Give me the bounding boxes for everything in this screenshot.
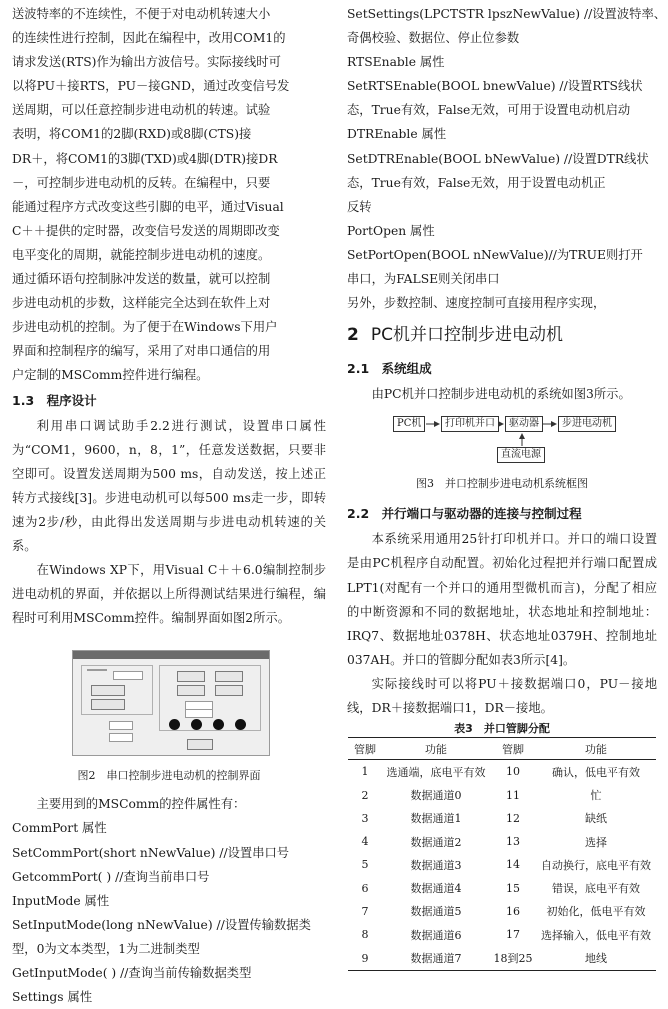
text-line: 态，True有效，False无效，用于设置电动机正 <box>347 175 606 190</box>
parallel-port-box: 打印机并口 <box>441 416 499 432</box>
pin-cell: 6 <box>361 881 369 895</box>
table-header-row <box>348 738 656 760</box>
pin-cell: 11 <box>506 788 520 802</box>
text-line: 送周期，可以任意控制步进电动机的转速。试验 <box>12 103 271 118</box>
section-1-3-para-2: 在Windows XP下，用Visual C＋＋6.0编制控制步进电动机的界面，并依据以上所得测试结果进行编程，编程时可利用MSComm控件。编制界面如图2所示。 <box>12 563 326 626</box>
section-2-2-heading: 2.2 并行端口与驱动器的连接与控制过程 <box>347 506 582 522</box>
pin-cell: 7 <box>361 904 369 918</box>
text-line: Settings 属性 <box>12 990 93 1005</box>
pin-cell: 16 <box>506 904 520 918</box>
value-field <box>109 721 133 730</box>
text-line: SetCommPort(short nNewValue) //设置串口号 <box>12 845 290 860</box>
text-line: SetInputMode(long nNewValue) //设置传输数据类 <box>12 917 311 932</box>
function-cell: 地线 <box>536 946 656 970</box>
figure-3-block-diagram <box>347 414 657 472</box>
port-select <box>113 671 143 680</box>
function-cell: 数据通道7 <box>382 946 490 970</box>
pin-cell: 12 <box>506 811 520 825</box>
text-line: 步进电动机的步数，这样能完全达到在软件上对 <box>12 296 271 311</box>
pin-assignment-table <box>348 737 656 971</box>
text-line: SetSettings(LPCTSTR lpszNewValue) //设置波特率、 <box>347 7 667 21</box>
table-row <box>348 923 656 946</box>
text-line: RTSEnable 属性 <box>347 55 445 70</box>
text-line: InputMode 属性 <box>12 893 110 908</box>
pin-cell: 17 <box>506 928 520 942</box>
text-line: 能通过程序方式改变这些引脚的电平，通过Visual <box>12 199 284 214</box>
open-port-button <box>91 685 125 696</box>
table-row <box>348 760 656 784</box>
text-line: 反转 <box>347 199 372 214</box>
pin-cell: 13 <box>506 835 520 849</box>
pin-cell: 2 <box>361 788 369 802</box>
function-cell: 数据通道0 <box>410 789 462 802</box>
text-line: GetInputMode( ) //查询当前传输数据类型 <box>12 966 252 980</box>
text-line: 界面和控制程序的编写，采用了对串口通信的用 <box>12 344 271 359</box>
table-body <box>348 760 656 971</box>
text-line: 步进电动机的控制。为了便于在Windows下用户 <box>12 320 278 335</box>
left-column <box>12 2 326 1009</box>
text-line: SetRTSEnable(BOOL bnewValue) //设置RTS线状 <box>347 79 643 94</box>
section-2-heading: 2 PC机并口控制步进电动机 <box>347 325 563 346</box>
close-port-button <box>91 699 125 710</box>
function-cell: 数据通道1 <box>410 812 462 826</box>
table-row <box>348 830 656 853</box>
figure-2 <box>12 640 326 760</box>
pc-box: PC机 <box>393 416 425 432</box>
dc-power-box: 直流电源 <box>497 447 545 463</box>
pin-cell: 1 <box>361 765 369 779</box>
stepper-motor-box: 步进电动机 <box>558 416 616 432</box>
text-line: 通过循环语句控制脉冲发送的数量，就可以控制 <box>12 272 271 287</box>
section-2-1-heading: 2.1 系统组成 <box>347 361 432 377</box>
table-3-caption: 表3 并口管脚分配 <box>454 722 550 736</box>
start-button <box>177 671 205 682</box>
text-line: 电平变化的周期，就能控制步进电动机的速度。 <box>12 247 271 262</box>
text-line: CommPort 属性 <box>12 821 107 836</box>
intro-paragraph <box>12 2 326 388</box>
text-line: PortOpen 属性 <box>347 223 435 238</box>
section-1-3-para-1: 利用串口调试助手2.2进行测试，设置串口属性为“COM1，9600，n，8，1”，任意发送数据，只要非空即可。设置发送周期为500 ms，自动发送，按上述正转方式接线[3]。步进电动机可以每500 ms走一步，即转速为2步/秒，由此得出发送周期与步进电动机转速的关系。 <box>12 418 326 553</box>
pin-cell: 5 <box>361 858 369 872</box>
text-line: －，可控制步进电动机的反转。在编程中，只要 <box>12 175 271 190</box>
properties-list <box>12 816 326 1009</box>
table-row <box>348 807 656 830</box>
text-line: 态，True有效，False无效，可用于设置电动机启动 <box>347 103 631 118</box>
text-line: 送波特率的不连续性，不便于对电动机转速大小 <box>12 7 271 21</box>
text-line: 奇偶校验、数据位、停止位参数 <box>347 31 520 46</box>
text-line: 串口，为FALSE则关闭串口 <box>347 272 500 287</box>
window-titlebar <box>73 651 269 659</box>
table-row <box>348 853 656 876</box>
function-cell: 数据通道5 <box>410 905 462 919</box>
text-line: DR＋，将COM1的3脚(TXD)或4脚(DTR)接DR <box>12 151 278 166</box>
col-header-function: 功能 <box>536 738 656 760</box>
text-line: 表明，将COM1的2脚(RXD)或8脚(CTS)接 <box>12 127 252 142</box>
pin-cell: 15 <box>506 881 520 895</box>
col-header-pin: 管脚 <box>490 738 536 760</box>
text-line: 以将PU＋接RTS，PU－接GND，通过改变信号发 <box>12 79 290 94</box>
text-line: 的连续性进行控制，因此在编程中，改用COM1的 <box>12 31 286 46</box>
value-field <box>109 733 133 742</box>
function-cell: 数据通道2 <box>410 835 462 849</box>
function-cell: 选择 <box>585 835 607 849</box>
port-label <box>87 669 107 671</box>
pin-cell: 4 <box>361 835 369 849</box>
right-column <box>347 2 667 971</box>
text-line: GetcommPort( ) //查询当前串口号 <box>12 869 210 884</box>
section-2-2-para-1: 本系统采用通用25针打印机并口。并口的端口设置是由PC机程序自动配置。初始化过程把并行端口配置成LPT1(对配有一个并口的通用型微机而言)，分配了相应的中断资源和不同的数据地址，状态地址和控制地址：IRQ7、数据地址0378H、状态地址0379H、控制地址037AH。并口的管脚分配如表3所示[4]。 <box>347 532 657 667</box>
control-interface-screenshot <box>72 650 270 756</box>
pin-cell: 3 <box>361 811 369 825</box>
section-1-3-heading: 1.3 程序设计 <box>12 392 97 408</box>
table-row <box>348 900 656 923</box>
figure-2-caption: 图2 串口控制步进电动机的控制界面 <box>77 769 261 783</box>
text-line: 型，0为文本类型，1为二进制类型 <box>12 941 200 956</box>
steps-field <box>185 709 213 718</box>
function-cell: 数据通道6 <box>410 928 462 942</box>
table-row <box>348 946 656 970</box>
section-2-2-para-2: 实际接线时可以将PU＋接数据端口0，PU－接地线，DR＋接数据端口1，DR－接地。 <box>347 676 657 715</box>
function-cell: 忙 <box>590 789 602 802</box>
function-cell: 数据通道4 <box>410 882 462 896</box>
table-row <box>348 783 656 806</box>
function-cell: 缺纸 <box>585 812 607 826</box>
function-cell: 数据通道3 <box>410 858 462 872</box>
pin-cell: 14 <box>506 858 520 872</box>
text-line: SetDTREnable(BOOL bNewValue) //设置DTR线状 <box>347 151 649 166</box>
text-line: C＋＋提供的定时器，改变信号发送的周期即改变 <box>12 223 280 238</box>
function-cell: 错误，底电平有效 <box>552 882 640 896</box>
pin-cell: 8 <box>361 928 369 942</box>
pin-cell: 18到25 <box>490 946 536 970</box>
pin-cell: 9 <box>348 946 382 970</box>
figure-3-caption: 图3 并口控制步进电动机系统框图 <box>416 477 588 491</box>
text-line: SetPortOpen(BOOL nNewValue)//为TRUE则打开 <box>347 247 643 262</box>
function-cell: 选择输入，低电平有效 <box>541 928 651 942</box>
driver-box: 驱动器 <box>505 416 543 432</box>
forward-button <box>177 685 205 696</box>
reverse-button <box>215 685 243 696</box>
col-header-pin: 管脚 <box>348 738 382 760</box>
text-line: 户定制的MSComm控件进行编程。 <box>12 368 209 383</box>
stop-button <box>215 671 243 682</box>
pin-cell: 10 <box>506 765 520 779</box>
function-cell: 自动换行，底电平有效 <box>541 858 651 872</box>
col-header-function: 功能 <box>382 738 490 760</box>
exit-button <box>187 739 213 750</box>
function-cell: 初始化，低电平有效 <box>546 905 646 919</box>
function-cell: 确认，低电平有效 <box>552 765 640 779</box>
props-intro: 主要用到的MSComm的控件属性有： <box>36 797 246 812</box>
section-2-1-para: 由PC机并口控制步进电动机的系统如图3所示。 <box>371 387 631 402</box>
function-cell: 选通端，底电平有效 <box>386 765 486 779</box>
text-line: DTREnable 属性 <box>347 127 447 142</box>
table-row <box>348 877 656 900</box>
properties-continued <box>347 2 667 315</box>
text-line: 另外，步数控制、速度控制可直接用程序实现， <box>347 296 606 311</box>
text-line: 请求发送(RTS)作为输出方波信号。实际接线时可 <box>12 55 281 70</box>
